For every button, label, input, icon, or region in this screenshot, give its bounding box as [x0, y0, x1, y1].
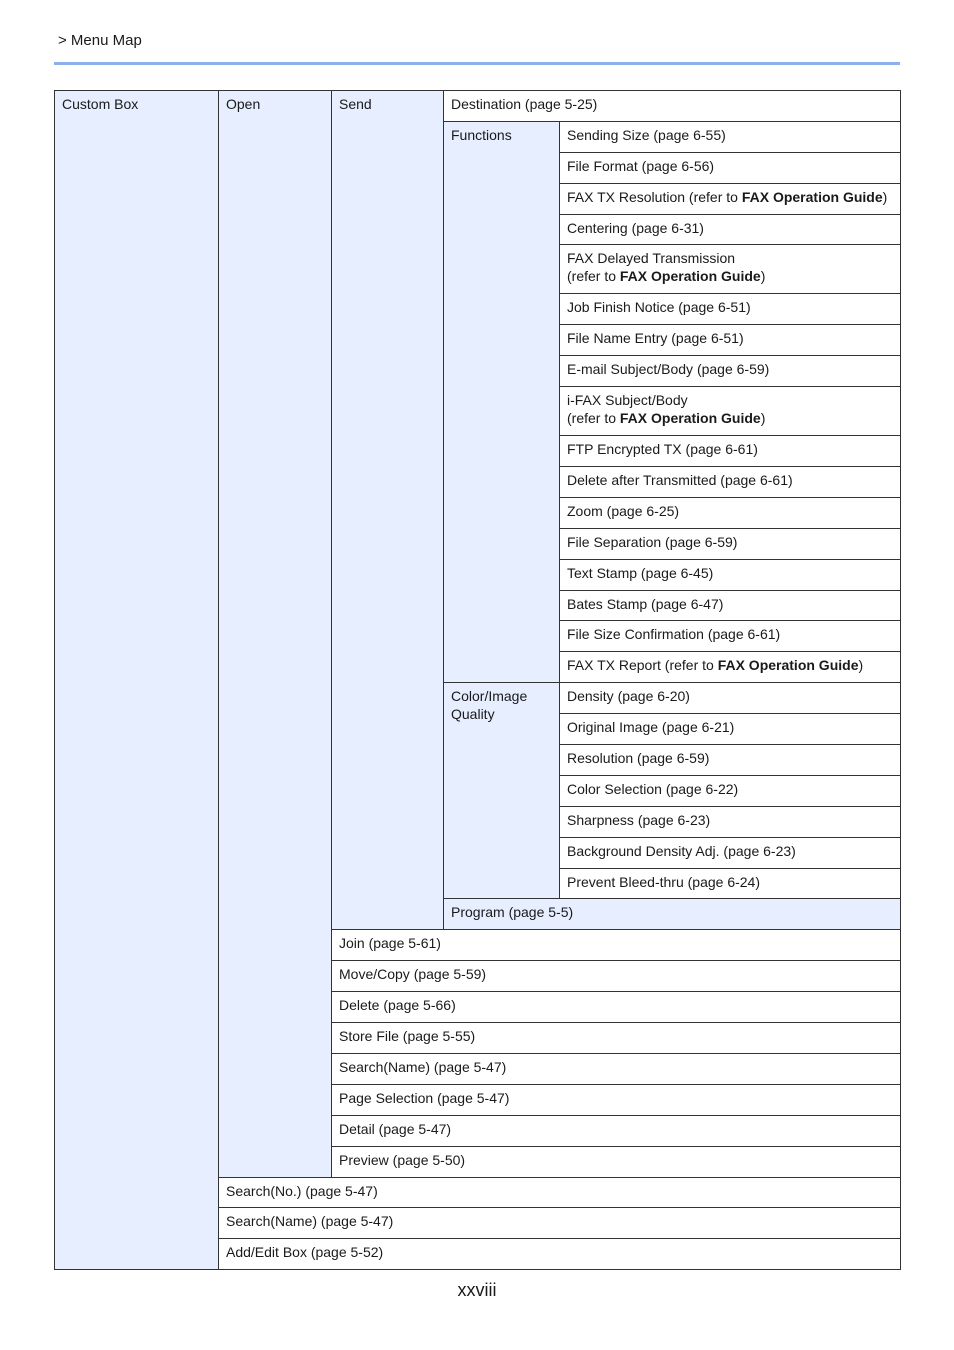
custom-box-item: Search(Name) (page 5-47)	[219, 1208, 901, 1239]
function-item: Delete after Transmitted (page 6-61)	[560, 467, 901, 498]
menu-item-text: )	[760, 267, 766, 284]
guide-reference: FAX Operation Guide	[741, 188, 883, 205]
function-item: File Separation (page 6-59)	[560, 528, 901, 559]
program-item: Program (page 5-5)	[444, 899, 901, 930]
function-item	[560, 387, 901, 436]
function-item	[560, 245, 901, 294]
open-item: Join (page 5-61)	[332, 930, 901, 961]
open-item: Move/Copy (page 5-59)	[332, 961, 901, 992]
page-number: xxviii	[457, 1280, 497, 1300]
menu-item-text: (refer to	[567, 409, 620, 426]
menu-item-text: FAX TX Report (refer to	[567, 657, 718, 674]
destination-item: Destination (page 5-25)	[444, 91, 901, 122]
menu-map-table	[54, 90, 901, 1270]
color-quality-item: Resolution (page 6-59)	[560, 745, 901, 776]
function-item: Zoom (page 6-25)	[560, 497, 901, 528]
menu-item-line: i-FAX Subject/Body	[567, 392, 688, 409]
custom-box-item: Add/Edit Box (page 5-52)	[219, 1239, 901, 1270]
open-item: Detail (page 5-47)	[332, 1115, 901, 1146]
menu-item-text: )	[760, 409, 766, 426]
menu-item-text: (refer to	[567, 267, 620, 284]
color-quality-item: Color Selection (page 6-22)	[560, 775, 901, 806]
custom-box-item: Search(No.) (page 5-47)	[219, 1177, 901, 1208]
functions-group: Functions	[444, 121, 560, 682]
menu-item-line: FAX Delayed Transmission	[567, 250, 736, 267]
guide-reference: FAX Operation Guide	[619, 267, 761, 284]
function-item: File Format (page 6-56)	[560, 152, 901, 183]
function-item: Centering (page 6-31)	[560, 214, 901, 245]
color-quality-item: Background Density Adj. (page 6-23)	[560, 837, 901, 868]
open-item: Preview (page 5-50)	[332, 1146, 901, 1177]
color-quality-item: Sharpness (page 6-23)	[560, 806, 901, 837]
function-item: Bates Stamp (page 6-47)	[560, 590, 901, 621]
menu-item-text: FAX TX Resolution (refer to	[567, 188, 742, 205]
color-quality-item: Original Image (page 6-21)	[560, 714, 901, 745]
menu-item-text: )	[882, 188, 888, 205]
function-item: E-mail Subject/Body (page 6-59)	[560, 356, 901, 387]
function-item: FTP Encrypted TX (page 6-61)	[560, 436, 901, 467]
function-item	[560, 652, 901, 683]
function-item	[560, 183, 901, 214]
open-item: Delete (page 5-66)	[332, 992, 901, 1023]
guide-reference: FAX Operation Guide	[619, 409, 761, 426]
color-quality-item: Prevent Bleed-thru (page 6-24)	[560, 868, 901, 899]
open-item: Store File (page 5-55)	[332, 1023, 901, 1054]
color-image-quality-group: Color/Image Quality	[444, 683, 560, 899]
menu-item-text: )	[858, 657, 864, 674]
function-item: File Size Confirmation (page 6-61)	[560, 621, 901, 652]
function-item: Job Finish Notice (page 6-51)	[560, 294, 901, 325]
function-item: Sending Size (page 6-55)	[560, 121, 901, 152]
level2-open: Open	[219, 91, 332, 1178]
guide-reference: FAX Operation Guide	[717, 657, 859, 674]
level1-custom-box: Custom Box	[55, 91, 219, 1270]
open-item: Search(Name) (page 5-47)	[332, 1053, 901, 1084]
function-item: Text Stamp (page 6-45)	[560, 559, 901, 590]
level3-send: Send	[332, 91, 444, 930]
function-item: File Name Entry (page 6-51)	[560, 325, 901, 356]
breadcrumb: > Menu Map	[58, 32, 142, 49]
header-divider	[54, 62, 900, 65]
open-item: Page Selection (page 5-47)	[332, 1084, 901, 1115]
color-quality-item: Density (page 6-20)	[560, 683, 901, 714]
